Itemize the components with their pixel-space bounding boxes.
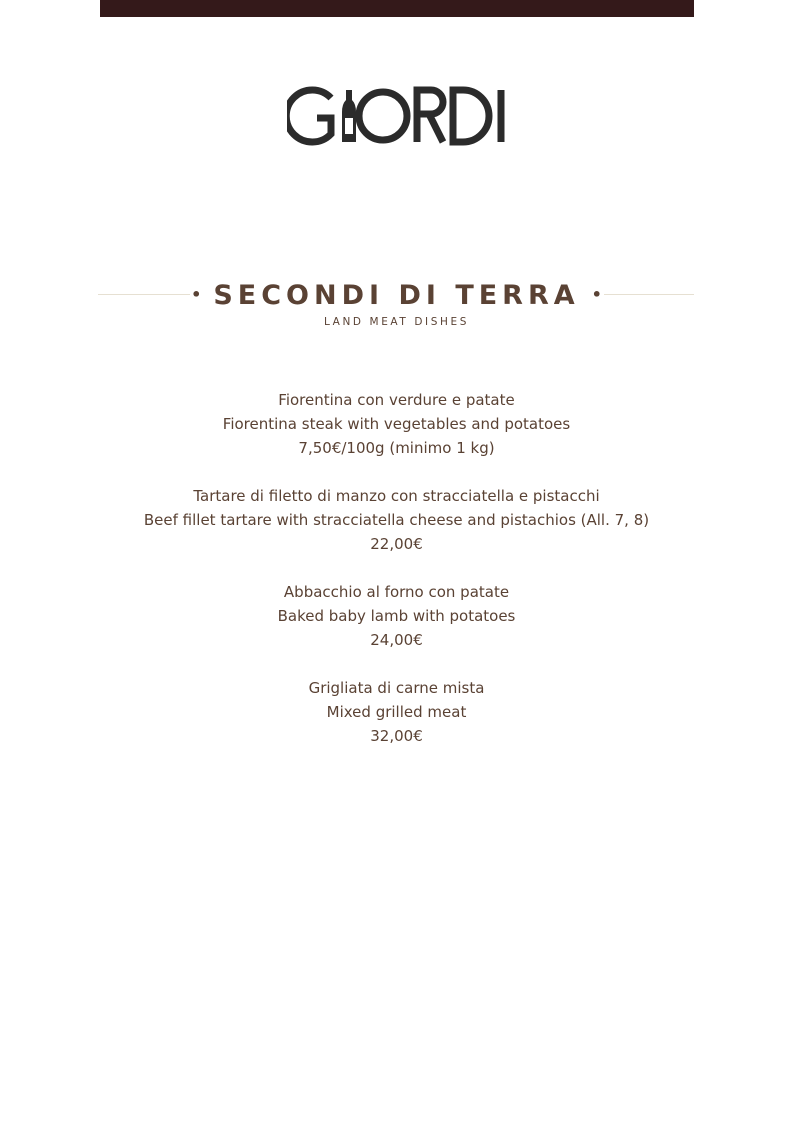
dish-item <box>0 388 793 460</box>
dish-name-english: Fiorentina steak with vegetables and potatoes <box>222 415 571 433</box>
dish-name-italian: Fiorentina con verdure e patate <box>278 391 515 409</box>
section-title-text: SECONDI DI TERRA <box>213 280 580 311</box>
section-subtitle: LAND MEAT DISHES <box>323 316 469 328</box>
bullet-right: • <box>591 285 602 304</box>
dish-item <box>0 580 793 652</box>
dish-price: 32,00€ <box>370 727 423 745</box>
top-decorative-bar <box>100 0 694 17</box>
dish-name-english: Baked baby lamb with potatoes <box>277 607 516 625</box>
dish-price: 22,00€ <box>370 535 423 553</box>
dish-list <box>0 388 793 772</box>
giordi-logo-icon <box>287 78 507 150</box>
dish-price: 7,50€/100g (minimo 1 kg) <box>298 439 495 457</box>
dish-item <box>0 676 793 748</box>
dish-item <box>0 484 793 556</box>
dish-name-english: Beef fillet tartare with stracciatella cheese and pistachios (All. 7, 8) <box>143 511 650 529</box>
dish-price: 24,00€ <box>370 631 423 649</box>
dish-name-italian: Abbacchio al forno con patate <box>283 583 510 601</box>
section-title <box>0 278 793 313</box>
bullet-left: • <box>191 285 202 304</box>
dish-name-italian: Grigliata di carne mista <box>308 679 485 697</box>
dish-name-italian: Tartare di filetto di manzo con stracciatella e pistacchi <box>193 487 600 505</box>
brand-logo <box>0 78 793 150</box>
dish-name-english: Mixed grilled meat <box>326 703 467 721</box>
